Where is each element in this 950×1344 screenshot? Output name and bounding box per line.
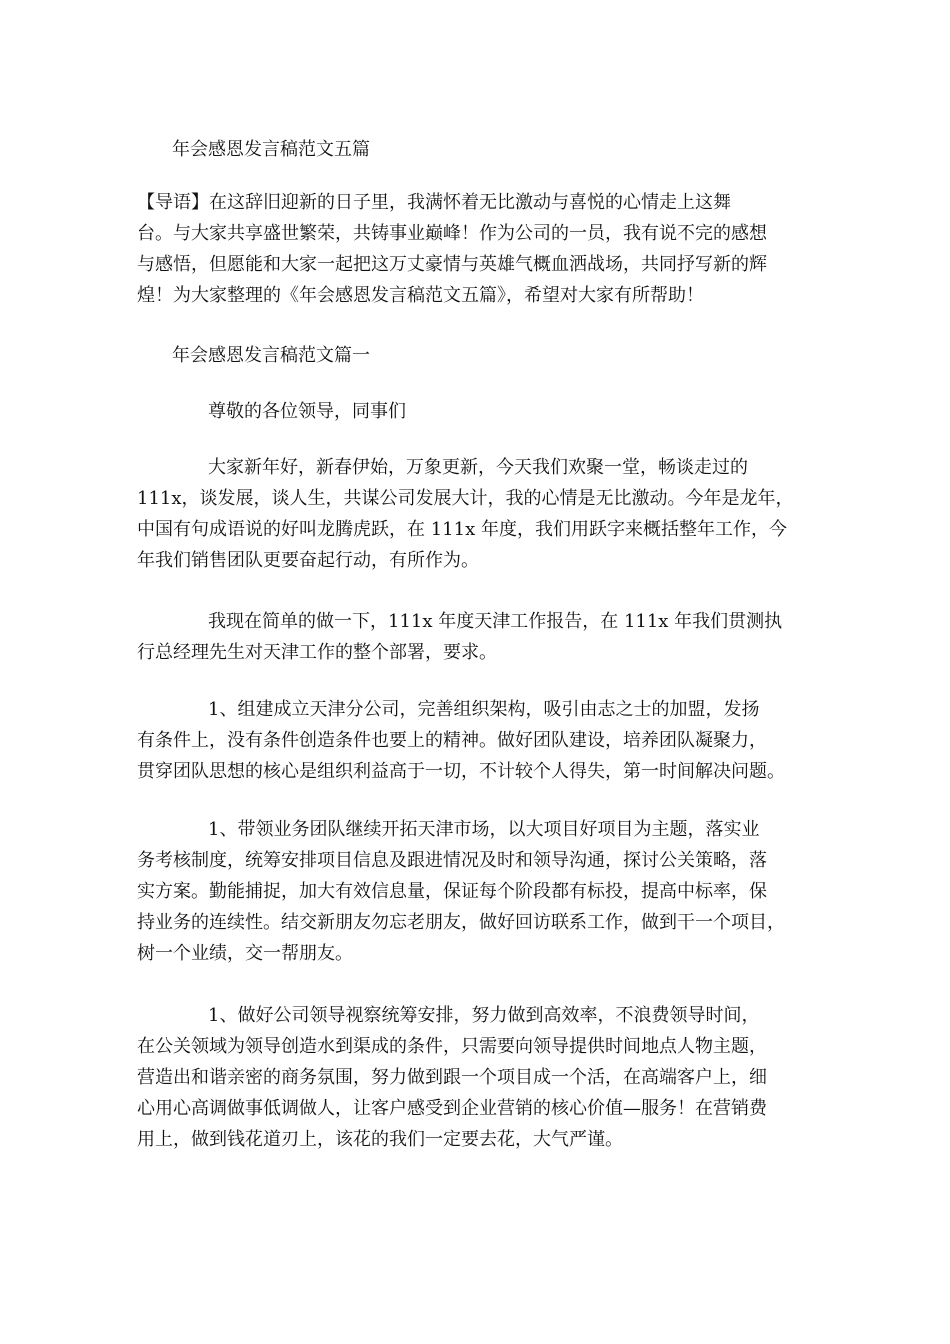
paragraph-line: 贯穿团队思想的核心是组织利益高于一切，不计较个人得失，第一时间解决问题。 xyxy=(137,761,785,782)
intro-line: 煌！为大家整理的《年会感恩发言稿范文五篇》，希望对大家有所帮助！ xyxy=(137,285,704,306)
paragraph-line: 我现在简单的做一下，111x 年度天津工作报告，在 111x 年我们贯测执 xyxy=(208,611,783,632)
paragraph-1 xyxy=(137,452,794,576)
paragraph-line: 年我们销售团队更要奋起行动，有所作为。 xyxy=(137,550,479,571)
paragraph-4 xyxy=(137,814,785,969)
paragraph-3 xyxy=(137,694,785,787)
paragraph-2 xyxy=(137,606,782,668)
paragraph-line: 持业务的连续性。结交新朋友勿忘老朋友，做好回访联系工作，做到干一个项目， xyxy=(137,912,785,933)
paragraph-line: 1、带领业务团队继续开拓天津市场，以大项目好项目为主题，落实业 xyxy=(208,819,760,840)
paragraph-line: 树一个业绩，交一帮朋友。 xyxy=(137,943,353,964)
paragraph-line: 实方案。勤能捕捉，加大有效信息量，保证每个阶段都有标投，提高中标率，保 xyxy=(137,881,767,902)
greeting xyxy=(208,396,406,427)
intro-line: 【导语】在这辞旧迎新的日子里，我满怀着无比激动与喜悦的心情走上这舞 xyxy=(137,192,731,213)
section-heading-text: 年会感恩发言稿范文篇一 xyxy=(172,345,370,366)
paragraph-line: 心用心高调做事低调做人，让客户感受到企业营销的核心价值—服务！在营销费 xyxy=(137,1098,767,1119)
intro-line: 与感悟，但愿能和大家一起把这万丈豪情与英雄气概血洒战场，共同抒写新的辉 xyxy=(137,254,767,275)
paragraph-line: 在公关领域为领导创造水到渠成的条件，只需要向领导提供时间地点人物主题， xyxy=(137,1036,767,1057)
paragraph-line: 有条件上，没有条件创造条件也要上的精神。做好团队建设，培养团队凝聚力， xyxy=(137,730,767,751)
intro-paragraph xyxy=(137,187,767,311)
paragraph-line: 1、做好公司领导视察统筹安排，努力做到高效率，不浪费领导时间， xyxy=(208,1005,760,1026)
paragraph-5 xyxy=(137,1000,767,1155)
paragraph-line: 大家新年好，新春伊始，万象更新，今天我们欢聚一堂，畅谈走过的 xyxy=(208,457,748,478)
intro-line: 台。与大家共享盛世繁荣，共铸事业巅峰！作为公司的一员，我有说不完的感想 xyxy=(137,223,767,244)
title-text: 年会感恩发言稿范文五篇 xyxy=(172,139,370,160)
paragraph-line: 111x，谈发展，谈人生，共谋公司发展大计，我的心情是无比激动。今年是龙年， xyxy=(137,488,794,509)
paragraph-line: 行总经理先生对天津工作的整个部署，要求。 xyxy=(137,642,497,663)
paragraph-line: 中国有句成语说的好叫龙腾虎跃，在 111x 年度，我们用跃字来概括整年工作，今 xyxy=(137,519,787,540)
section-heading xyxy=(172,340,370,371)
document-title xyxy=(172,134,370,165)
paragraph-line: 1、组建成立天津分公司，完善组织架构，吸引由志之士的加盟，发扬 xyxy=(208,699,760,720)
paragraph-line: 用上，做到钱花道刃上，该花的我们一定要去花，大气严谨。 xyxy=(137,1129,623,1150)
paragraph-line: 务考核制度，统筹安排项目信息及跟进情况及时和领导沟通，探讨公关策略，落 xyxy=(137,850,767,871)
greeting-text: 尊敬的各位领导，同事们 xyxy=(208,401,406,422)
paragraph-line: 营造出和谐亲密的商务氛围，努力做到跟一个项目成一个活，在高端客户上，细 xyxy=(137,1067,767,1088)
